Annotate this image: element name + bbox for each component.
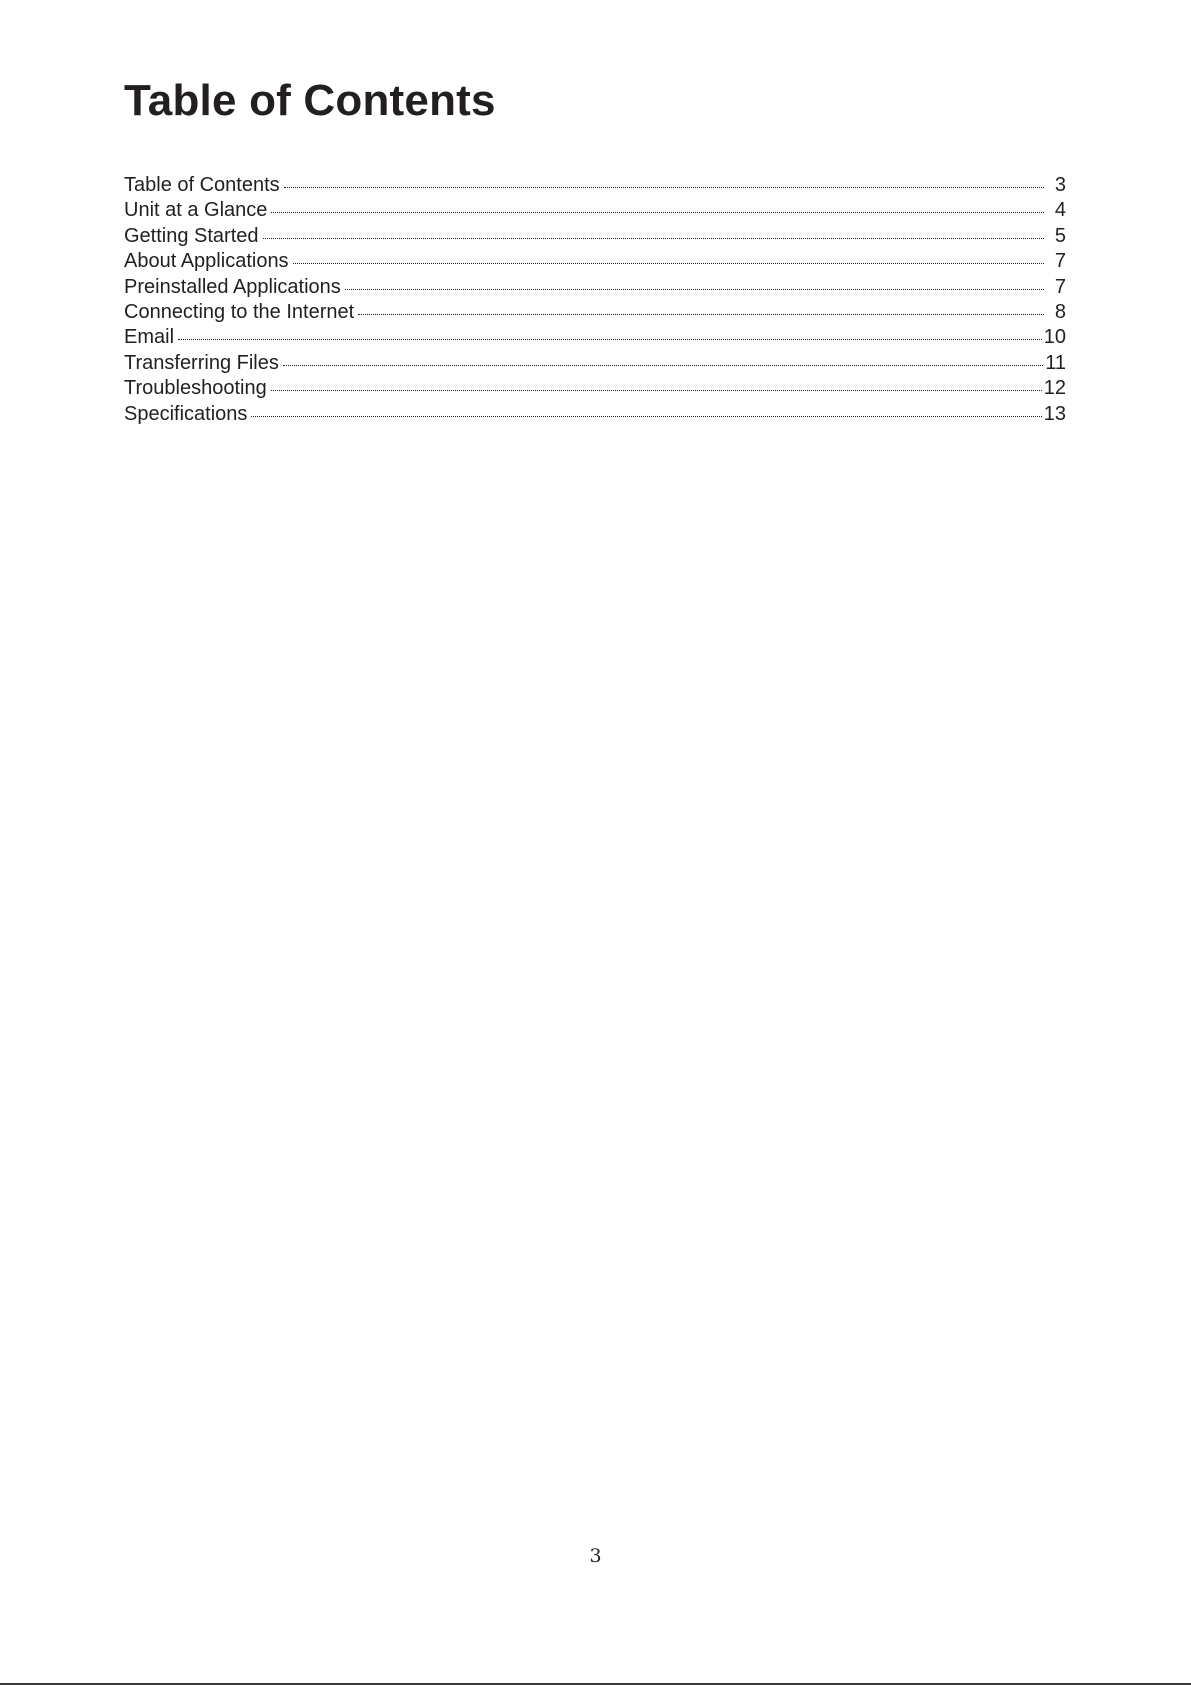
toc-entry-page: 4 — [1054, 199, 1066, 222]
dot-leader — [271, 212, 1044, 213]
toc-entry[interactable] — [124, 301, 1066, 326]
dot-leader — [283, 365, 1043, 366]
toc-entry-page: 8 — [1054, 300, 1066, 323]
dot-leader — [271, 390, 1042, 391]
toc-entry-page: 7 — [1054, 275, 1066, 298]
dot-leader — [358, 314, 1044, 315]
toc-entry-label: Email — [124, 326, 175, 349]
toc-entry[interactable] — [124, 377, 1066, 402]
dot-leader — [293, 263, 1044, 264]
toc-entry[interactable] — [124, 403, 1066, 428]
toc-entry-label: Transferring Files — [124, 351, 279, 374]
toc-entry-label: Specifications — [124, 402, 248, 425]
dot-leader — [263, 238, 1044, 239]
dot-leader — [284, 187, 1044, 188]
toc-entry[interactable] — [124, 352, 1066, 377]
toc-entry-label: Getting Started — [124, 224, 259, 247]
toc-entry[interactable] — [124, 326, 1066, 351]
toc-entry-page: 5 — [1054, 224, 1066, 247]
toc-entry-label: Connecting to the Internet — [124, 300, 355, 323]
toc-entry[interactable] — [124, 225, 1066, 250]
dot-leader — [251, 416, 1041, 417]
toc-entry-label: Troubleshooting — [124, 377, 267, 400]
toc-entry[interactable] — [124, 276, 1066, 301]
toc-entry-page: 7 — [1054, 250, 1066, 273]
toc-entry-page: 10 — [1043, 326, 1066, 349]
dot-leader — [345, 289, 1044, 290]
toc-entry-page: 12 — [1043, 377, 1066, 400]
toc-entry-label: Preinstalled Applications — [124, 275, 341, 298]
toc-entry[interactable] — [124, 250, 1066, 275]
page-title: Table of Contents — [124, 76, 496, 125]
toc-entry[interactable] — [124, 174, 1066, 199]
toc-entry-page: 13 — [1043, 402, 1066, 425]
toc-entry-page: 11 — [1045, 351, 1066, 374]
table-of-contents-list — [124, 174, 1066, 428]
toc-entry-label: About Applications — [124, 250, 289, 273]
dot-leader — [178, 339, 1042, 340]
toc-entry-label: Table of Contents — [124, 174, 280, 196]
page-number: 3 — [589, 1545, 602, 1567]
toc-entry-label: Unit at a Glance — [124, 199, 268, 222]
toc-entry[interactable] — [124, 199, 1066, 224]
toc-entry-page: 3 — [1054, 174, 1066, 196]
